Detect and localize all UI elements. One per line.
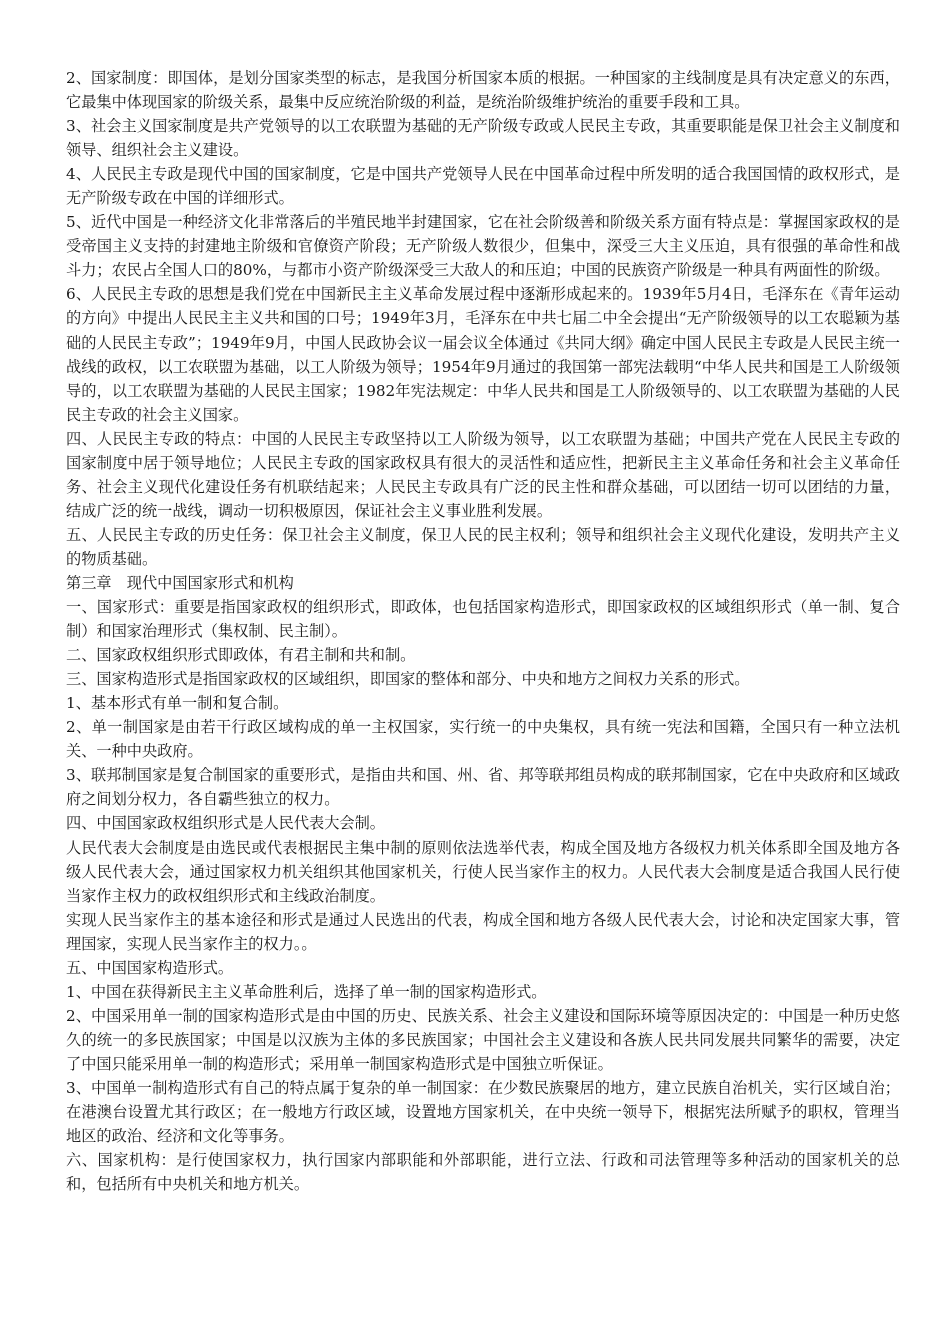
paragraph-china-unitary-choice: 1、中国在获得新民主主义革命胜利后，选择了单一制的国家构造形式。	[66, 982, 547, 1001]
paragraph-china-structure-heading: 五、中国国家构造形式。	[66, 958, 234, 977]
document-page	[66, 66, 900, 1196]
paragraph-regime-organization: 二、国家政权组织形式即政体，有君主制和共和制。	[66, 646, 416, 665]
paragraph-peoples-congress-system: 人民代表大会制度是由选民或代表根据民主集中制的原则依法选举代表，构成全国及地方各级权力机关体系即全国及地方各级人民代表大会，通过国家权力机关组织其他国家机关，行使人民当家作主的权力。人民代表大会制度是适合我国人民行使当家作主权力的政权组织形式和主线政治制度。	[66, 838, 900, 905]
paragraph-unitary-state: 2、单一制国家是由若干行政区域构成的单一主权国家，实行统一的中央集权，具有统一宪法和国籍，全国只有一种立法机关、一种中央政府。	[66, 718, 900, 761]
paragraph-basic-forms: 1、基本形式有单一制和复合制。	[66, 694, 289, 713]
paragraph-china-unitary-features: 3、中国单一制构造形式有自己的特点属于复杂的单一制国家：在少数民族聚居的地方，建立民族自治机关，实行区域自治；在港澳台设置尤其行政区；在一般地方行政区域，设置地方国家机关，在中央统一领导下，根据宪法所赋予的职权，管理当地区的政治、经济和文化等事务。	[66, 1078, 900, 1146]
paragraph-peoples-congress-heading: 四、中国国家政权组织形式是人民代表大会制。	[66, 814, 385, 833]
paragraph-state-form: 一、国家形式：重要是指国家政权的组织形式，即政体，也包括国家构造形式，即国家政权的区域组织形式（单一制、复合制）和国家治理形式（集权制、民主制）。	[66, 598, 900, 641]
paragraph-state-organs: 六、国家机构：是行使国家权力，执行国家内部职能和外部职能，进行立法、行政和司法管理等多种活动的国家机关的总和，包括所有中央机关和地方机关。	[66, 1151, 900, 1194]
paragraph-peoples-mastery: 实现人民当家作主的基本途径和形式是通过人民选出的代表，构成全国和地方各级人民代表大会，讨论和决定国家大事，管理国家，实现人民当家作主的权力。。	[66, 910, 900, 953]
paragraph-peoples-democratic-dictatorship: 4、人民民主专政是现代中国的国家制度，它是中国共产党领导人民在中国革命过程中所发明的适合我国国情的政权形式，是无产阶级专政在中国的详细形式。	[66, 165, 900, 208]
paragraph-federal-state: 3、联邦制国家是复合制国家的重要形式，是指由共和国、州、省、邦等联邦组员构成的联邦制国家，它在中央政府和区域政府之间划分权力，各自霸些独立的权力。	[66, 766, 900, 809]
paragraph-state-structure: 三、国家构造形式是指国家政权的区域组织，即国家的整体和部分、中央和地方之间权力关系的形式。	[66, 670, 750, 689]
paragraph-modern-china-class-relations: 5、近代中国是一种经济文化非常落后的半殖民地半封建国家，它在社会阶级善和阶级关系方面有特点是：掌握国家政权的是受帝国主义支持的封建地主阶级和官僚资产阶段；无产阶级人数很少，但集中，深受三大主义压迫，具有很强的革命性和战斗力；农民占全国人口的80%，与都市小资产阶级深受三大敌人的和压迫；中国的民族资产阶级是一种具有两面性的阶级。	[66, 213, 900, 280]
paragraph-dictatorship-tasks: 五、人民民主专政的历史任务：保卫社会主义制度，保卫人民的民主权利；领导和组织社会主义现代化建设，发明共产主义的物质基础。	[66, 525, 900, 568]
paragraph-dictatorship-history: 6、人民民主专政的思想是我们党在中国新民主主义革命发展过程中逐渐形成起来的。1939年5月4日，毛泽东在《青年运动的方向》中提出人民民主主义共和国的口号；1949年3月，毛泽东在中共七届二中全会提出“无产阶级领导的以工农聪颖为基础的人民民主专政”；1949年9月，中国人民政协会议一届会议全体通过《共同大纲》确定中国人民民主专政是人民民主统一战线的政权，以工农联盟为基础，以工人阶级为领导；1954年9月通过的我国第一部宪法载明“中华人民共和国是工人阶级领导的，以工农联盟为基础的人民民主国家；1982年宪法规定：中华人民共和国是工人阶级领导的、以工农联盟为基础的人民民主专政的社会主义国家。	[66, 285, 900, 424]
paragraph-china-unitary-reasons: 2、中国采用单一制的国家构造形式是由中国的历史、民族关系、社会主义建设和国际环境等原因决定的：中国是一种历史悠久的统一的多民族国家；中国是以汉族为主体的多民族国家；中国社会主义建设和各族人民共同发展共同繁华的需要，决定了中国只能采用单一制的构造形式；采用单一制国家构造形式是中国独立听保证。	[66, 1006, 900, 1073]
chapter-heading: 第三章 现代中国国家形式和机构	[66, 573, 294, 592]
paragraph-socialist-state-system: 3、社会主义国家制度是共产党领导的以工农联盟为基础的无产阶级专政或人民民主专政，其重要职能是保卫社会主义制度和领导、组织社会主义建设。	[66, 117, 900, 160]
paragraph-dictatorship-features: 四、人民民主专政的特点：中国的人民民主专政坚持以工人阶级为领导，以工农联盟为基础；中国共产党在人民民主专政的国家制度中居于领导地位；人民民主专政的国家政权具有很大的灵活性和适应性，把新民主主义革命任务和社会主义革命任务、社会主义现代化建设任务有机联结起来；人民民主专政具有广泛的民主性和群众基础，可以团结一切可以团结的力量，结成广泛的统一战线，调动一切积极原因，保证社会主义事业胜利发展。	[66, 429, 900, 520]
paragraph-national-system: 2、国家制度：即国体，是划分国家类型的标志，是我国分析国家本质的根据。一种国家的主线制度是具有决定意义的东西，它最集中体现国家的阶级关系，最集中反应统治阶级的利益，是统治阶级维护统治的重要手段和工具。	[66, 69, 900, 112]
